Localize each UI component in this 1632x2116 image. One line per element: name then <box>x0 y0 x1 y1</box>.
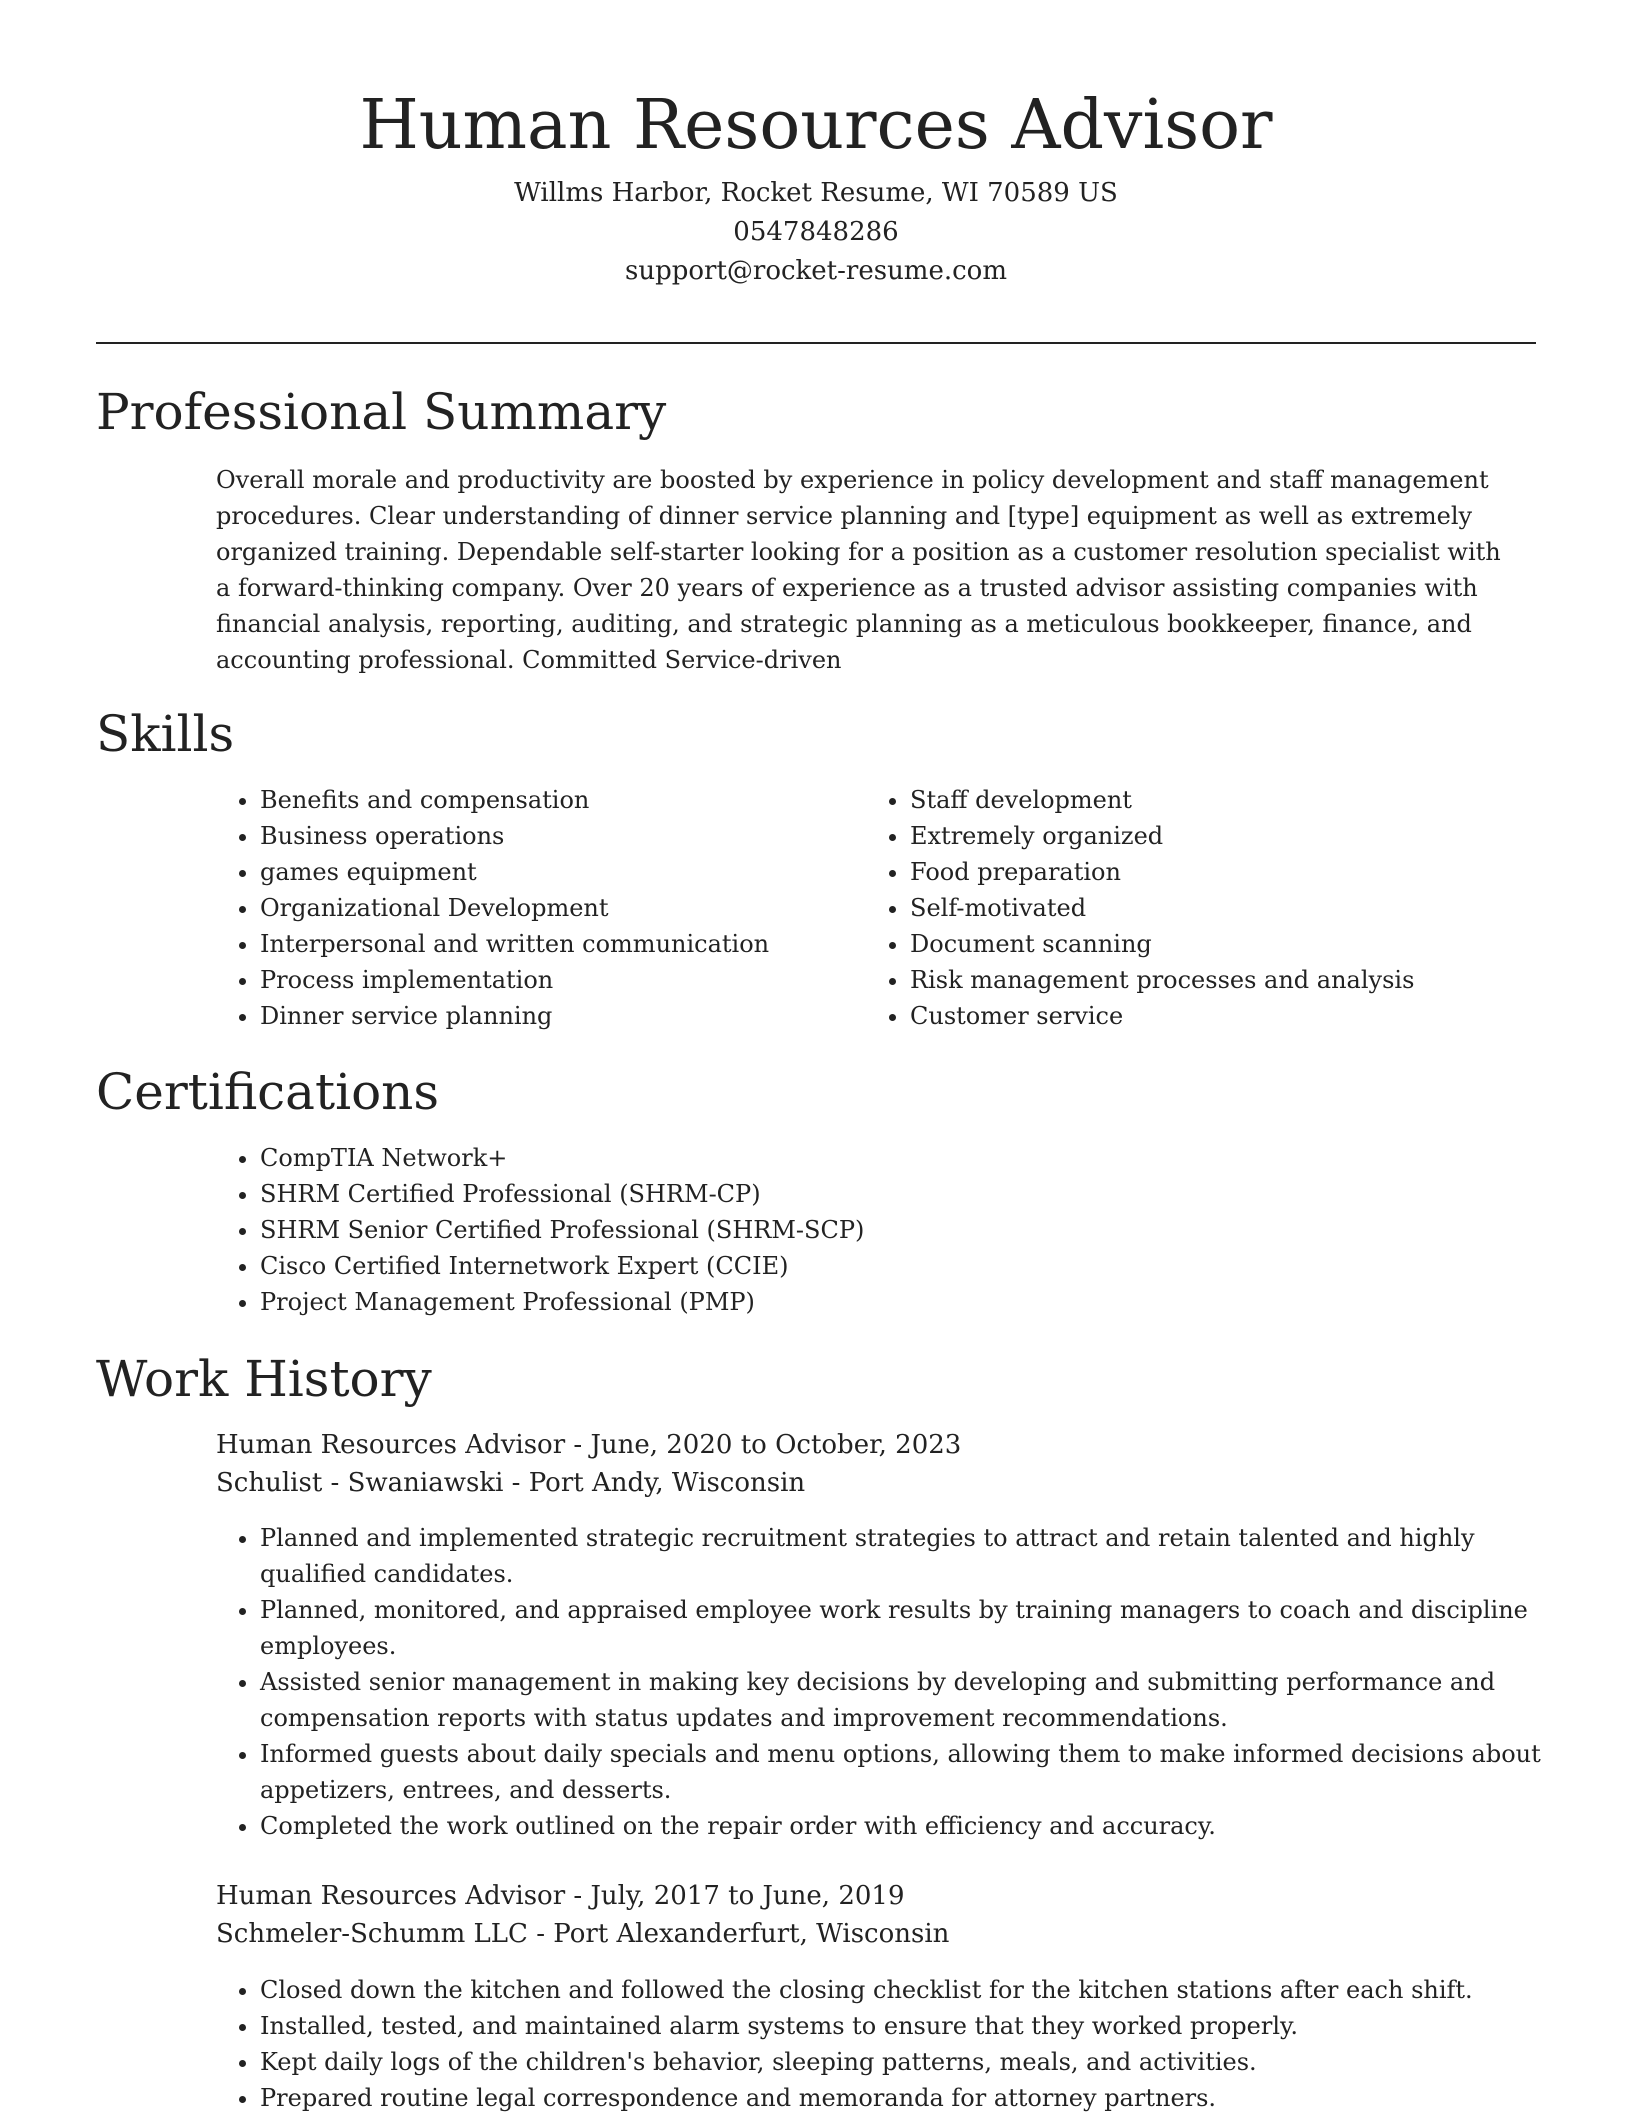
job-bullets <box>216 1972 1560 2116</box>
list-item: • Process implementation <box>260 962 820 998</box>
job-title-line <box>216 1877 1516 1915</box>
job-company-line <box>216 1464 1516 1502</box>
list-item: • Risk management processes and analysis <box>910 962 1550 998</box>
job-location: - Port Andy, Wisconsin <box>503 1468 806 1498</box>
job-company: Schmeler-Schumm LLC <box>216 1919 528 1949</box>
job-title-line <box>216 1426 1516 1464</box>
list-item: • Document scanning <box>910 926 1550 962</box>
list-item: • Organizational Development <box>260 890 820 926</box>
list-item: • games equipment <box>260 854 820 890</box>
list-item: • Extremely organized <box>910 818 1550 854</box>
list-item: • Business operations <box>260 818 820 854</box>
list-item: • Cisco Certified Internetwork Expert (CCIE) <box>260 1248 1560 1284</box>
skills-list-left <box>216 782 820 1034</box>
job-company: Schulist - Swaniawski <box>216 1468 504 1498</box>
list-item: • Planned, monitored, and appraised employee work results by training managers to coach and discipline employees. <box>260 1592 1560 1664</box>
contact-phone: 0547848286 <box>733 217 899 247</box>
certifications-heading: Certifications <box>96 1063 440 1121</box>
list-item: • Informed guests about daily specials and menu options, allowing them to make informed decisions about appetizers, entrees, and desserts. <box>260 1736 1560 1808</box>
list-item: • Closed down the kitchen and followed the closing checklist for the kitchen stations after each shift. <box>260 1972 1560 2008</box>
job-location: - Port Alexanderfurt, Wisconsin <box>527 1919 950 1949</box>
contact-address: Willms Harbor, Rocket Resume, WI 70589 US <box>514 178 1118 208</box>
list-item: • CompTIA Network+ <box>260 1140 1560 1176</box>
certifications-list <box>216 1140 1560 1320</box>
list-item: • Assisted senior management in making key decisions by developing and submitting performance and compensation reports with status updates and improvement recommendations. <box>260 1664 1560 1736</box>
list-item: • SHRM Senior Certified Professional (SHRM-SCP) <box>260 1212 1560 1248</box>
skills-list-right <box>866 782 1550 1034</box>
job-bullets <box>216 1520 1560 1844</box>
list-item: • Benefits and compensation <box>260 782 820 818</box>
list-item: • Kept daily logs of the children's behavior, sleeping patterns, meals, and activities. <box>260 2044 1560 2080</box>
list-item: • Food preparation <box>910 854 1550 890</box>
list-item: • Staff development <box>910 782 1550 818</box>
list-item: • SHRM Certified Professional (SHRM-CP) <box>260 1176 1560 1212</box>
job-dates: - June, 2020 to October, 2023 <box>565 1430 962 1460</box>
job-role: Human Resources Advisor <box>216 1430 566 1460</box>
skills-heading: Skills <box>96 705 235 763</box>
list-item: • Installed, tested, and maintained alarm systems to ensure that they worked properly. <box>260 2008 1560 2044</box>
list-item: • Customer service <box>910 998 1550 1034</box>
summary-text: Overall morale and productivity are boosted by experience in policy development and staff management procedures. Clear understanding of dinner service planning and [type] equipment as well as extremely organized training. Dependable self-starter looking for a position as a customer resolution specialist with a forward-thinking company. Over 20 years of experience as a trusted advisor assisting companies with financial analysis, reporting, auditing, and strategic planning as a meticulous bookkeeper, finance, and accounting professional. Committed Service-driven <box>216 466 1501 674</box>
candidate-name: Human Resources Advisor <box>359 86 1273 165</box>
list-item: • Self-motivated <box>910 890 1550 926</box>
list-item: • Completed the work outlined on the repair order with efficiency and accuracy. <box>260 1808 1560 1844</box>
summary-heading: Professional Summary <box>96 383 667 441</box>
list-item: • Planned and implemented strategic recruitment strategies to attract and retain talented and highly qualified candidates. <box>260 1520 1560 1592</box>
work-history-heading: Work History <box>96 1350 432 1408</box>
list-item: • Prepared routine legal correspondence and memoranda for attorney partners. <box>260 2080 1560 2116</box>
job-company-line <box>216 1915 1516 1953</box>
list-item: • Dinner service planning <box>260 998 820 1034</box>
resume-header <box>0 78 1632 291</box>
list-item: • Project Management Professional (PMP) <box>260 1284 1560 1320</box>
header-divider <box>96 342 1536 344</box>
job-role: Human Resources Advisor <box>216 1881 566 1911</box>
list-item: • Interpersonal and written communication <box>260 926 820 962</box>
job-dates: - July, 2017 to June, 2019 <box>565 1881 905 1911</box>
contact-email: support@rocket-resume.com <box>624 256 1007 286</box>
